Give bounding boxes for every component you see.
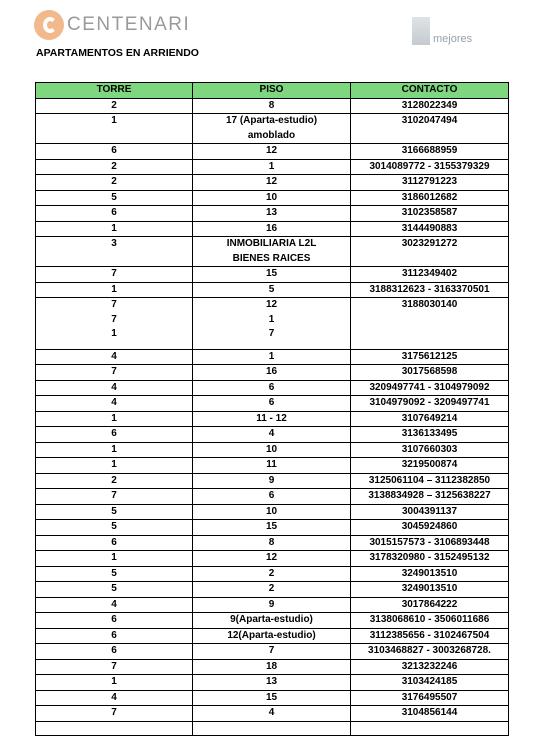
cell-torre: 2 — [36, 473, 193, 489]
cell-torre: 1 — [36, 114, 193, 144]
table-row — [36, 114, 509, 144]
cell-torre: 7 — [36, 267, 193, 283]
cell-contacto: 3144490883 — [351, 221, 509, 237]
cell-piso: 8 — [193, 535, 351, 551]
cell-torre: 6 — [36, 613, 193, 629]
table-row — [36, 458, 509, 474]
cell-contacto: 3188312623 - 3163370501 — [351, 282, 509, 298]
cell-contacto — [351, 721, 509, 735]
cell-piso-line: 7 — [268, 328, 275, 339]
table-row — [36, 221, 509, 237]
cell-piso: 9(Aparta-estudio) — [193, 613, 351, 629]
cell-piso: 15 — [193, 267, 351, 283]
cell-torre — [36, 298, 193, 350]
table-row — [36, 175, 509, 191]
cell-contacto: 3175612125 — [351, 349, 509, 365]
cell-contacto: 3017864222 — [351, 597, 509, 613]
cell-contacto: 3045924860 — [351, 520, 509, 536]
cell-torre: 6 — [36, 144, 193, 160]
cell-torre: 7 — [36, 706, 193, 722]
header-piso: PISO — [193, 83, 351, 99]
cell-contacto: 3107649214 — [351, 411, 509, 427]
cell-piso: 6 — [193, 489, 351, 505]
cell-contacto: 3015157573 - 3106893448 — [351, 535, 509, 551]
table-row — [36, 473, 509, 489]
cell-piso: 2 — [193, 566, 351, 582]
table-row — [36, 298, 509, 350]
cell-piso: 6 — [193, 380, 351, 396]
partner-logo-text: mejores — [433, 33, 473, 45]
cell-torre: 5 — [36, 520, 193, 536]
cell-torre: 4 — [36, 396, 193, 412]
table-row — [36, 206, 509, 222]
cell-piso-line: 1 — [268, 313, 275, 325]
cell-piso-line: 12 — [265, 299, 278, 310]
cell-torre: 6 — [36, 206, 193, 222]
cell-piso: 1 — [193, 349, 351, 365]
cell-piso: 10 — [193, 190, 351, 206]
cell-piso: 13 — [193, 675, 351, 691]
cell-torre: 1 — [36, 458, 193, 474]
cell-piso: 16 — [193, 221, 351, 237]
cell-contacto: 3102047494 — [351, 114, 509, 144]
table-row — [36, 267, 509, 283]
cell-piso: 7 — [193, 644, 351, 660]
cell-torre: 2 — [36, 159, 193, 175]
cell-piso: 12 — [193, 144, 351, 160]
cell-contacto: 3014089772 - 3155379329 — [351, 159, 509, 175]
centenari-logo — [34, 10, 190, 40]
cell-torre: 4 — [36, 597, 193, 613]
cell-contacto: 3138834928 – 3125638227 — [351, 489, 509, 505]
table-row — [36, 628, 509, 644]
cell-contacto: 3176495507 — [351, 690, 509, 706]
cell-piso: 16 — [193, 365, 351, 381]
cell-contacto: 3138068610 - 3506011686 — [351, 613, 509, 629]
cell-torre: 1 — [36, 221, 193, 237]
table-row — [36, 690, 509, 706]
cell-contacto: 3249013510 — [351, 582, 509, 598]
cell-piso: 6 — [193, 396, 351, 412]
cell-piso: 9 — [193, 597, 351, 613]
cell-piso: 18 — [193, 659, 351, 675]
rentals-table — [35, 82, 509, 736]
cell-torre: 7 — [36, 659, 193, 675]
cell-piso: 12 — [193, 551, 351, 567]
cell-contacto: 3178320980 - 3152495132 — [351, 551, 509, 567]
header-torre: TORRE — [36, 83, 193, 99]
cell-torre: 1 — [36, 442, 193, 458]
table-row — [36, 237, 509, 267]
cell-contacto: 3213232246 — [351, 659, 509, 675]
centenari-logo-icon — [34, 10, 64, 40]
table-header-row — [36, 83, 509, 99]
cell-torre: 4 — [36, 349, 193, 365]
table-row — [36, 98, 509, 114]
building-icon — [412, 17, 430, 45]
document-title: APARTAMENTOS EN ARRIENDO — [36, 47, 199, 59]
table-row — [36, 597, 509, 613]
cell-piso — [193, 298, 351, 350]
cell-torre-line: 7 — [111, 313, 117, 325]
table-row — [36, 706, 509, 722]
cell-contacto: 3166688959 — [351, 144, 509, 160]
cell-torre: 5 — [36, 566, 193, 582]
cell-contacto: 3103468827 - 3003268728. — [351, 644, 509, 660]
cell-piso: 9 — [193, 473, 351, 489]
cell-torre: 4 — [36, 690, 193, 706]
cell-contacto: 3017568598 — [351, 365, 509, 381]
table-row — [36, 504, 509, 520]
table-row — [36, 365, 509, 381]
cell-piso: INMOBILIARIA L2L BIENES RAICES — [193, 237, 351, 267]
cell-contacto: 3125061104 – 3112382850 — [351, 473, 509, 489]
table-row — [36, 396, 509, 412]
cell-piso: 10 — [193, 504, 351, 520]
table-row — [36, 489, 509, 505]
cell-torre: 6 — [36, 628, 193, 644]
cell-contacto: 3136133495 — [351, 427, 509, 443]
cell-piso: 15 — [193, 690, 351, 706]
cell-torre: 5 — [36, 504, 193, 520]
table-row — [36, 442, 509, 458]
cell-piso: 17 (Aparta-estudio) amoblado — [193, 114, 351, 144]
header-contacto: CONTACTO — [351, 83, 509, 99]
cell-contacto: 3023291272 — [351, 237, 509, 267]
cell-torre: 1 — [36, 675, 193, 691]
table-row — [36, 427, 509, 443]
cell-piso: 10 — [193, 442, 351, 458]
cell-torre: 2 — [36, 175, 193, 191]
cell-torre-line: 7 — [111, 299, 117, 310]
cell-piso: 15 — [193, 520, 351, 536]
table-row — [36, 644, 509, 660]
cell-contacto: 3102358587 — [351, 206, 509, 222]
cell-piso: 4 — [193, 706, 351, 722]
cell-contacto: 3004391137 — [351, 504, 509, 520]
cell-contacto: 3209497741 - 3104979092 — [351, 380, 509, 396]
cell-piso: 8 — [193, 98, 351, 114]
cell-piso: 11 — [193, 458, 351, 474]
cell-torre: 6 — [36, 644, 193, 660]
partner-logo — [412, 13, 512, 45]
table-row — [36, 144, 509, 160]
cell-contacto: 3249013510 — [351, 566, 509, 582]
table-row — [36, 380, 509, 396]
cell-contacto: 3112349402 — [351, 267, 509, 283]
table-row — [36, 520, 509, 536]
cell-torre: 7 — [36, 365, 193, 381]
cell-torre: 1 — [36, 411, 193, 427]
cell-piso: 5 — [193, 282, 351, 298]
cell-torre: 1 — [36, 551, 193, 567]
cell-contacto: 3188030140 — [351, 298, 509, 350]
cell-piso — [193, 721, 351, 735]
cell-contacto: 3219500874 — [351, 458, 509, 474]
table-row — [36, 582, 509, 598]
cell-contacto: 3104856144 — [351, 706, 509, 722]
table-row — [36, 282, 509, 298]
cell-contacto: 3104979092 - 3209497741 — [351, 396, 509, 412]
cell-torre — [36, 721, 193, 735]
cell-contacto: 3107660303 — [351, 442, 509, 458]
cell-torre-line: 1 — [111, 328, 117, 339]
cell-contacto: 3103424185 — [351, 675, 509, 691]
cell-piso: 12(Aparta-estudio) — [193, 628, 351, 644]
table-row — [36, 659, 509, 675]
cell-piso: 11 - 12 — [193, 411, 351, 427]
cell-piso: 2 — [193, 582, 351, 598]
cell-contacto: 3112791223 — [351, 175, 509, 191]
cell-torre: 7 — [36, 489, 193, 505]
table-row — [36, 551, 509, 567]
cell-torre: 6 — [36, 427, 193, 443]
cell-torre: 2 — [36, 98, 193, 114]
cell-piso: 12 — [193, 175, 351, 191]
table-row — [36, 159, 509, 175]
cell-contacto: 3112385656 - 3102467504 — [351, 628, 509, 644]
cell-piso: 13 — [193, 206, 351, 222]
cell-piso: 1 — [193, 159, 351, 175]
table-row — [36, 535, 509, 551]
table-row — [36, 349, 509, 365]
table-row — [36, 566, 509, 582]
logo-text: CENTENARI — [67, 14, 191, 35]
table-row — [36, 721, 509, 735]
table-row — [36, 613, 509, 629]
cell-torre: 6 — [36, 535, 193, 551]
cell-torre: 5 — [36, 190, 193, 206]
cell-torre: 3 — [36, 237, 193, 267]
table-row — [36, 675, 509, 691]
cell-contacto: 3128022349 — [351, 98, 509, 114]
cell-piso: 4 — [193, 427, 351, 443]
cell-torre: 1 — [36, 282, 193, 298]
cell-contacto: 3186012682 — [351, 190, 509, 206]
cell-torre: 5 — [36, 582, 193, 598]
table-row — [36, 411, 509, 427]
table-row — [36, 190, 509, 206]
cell-torre: 4 — [36, 380, 193, 396]
